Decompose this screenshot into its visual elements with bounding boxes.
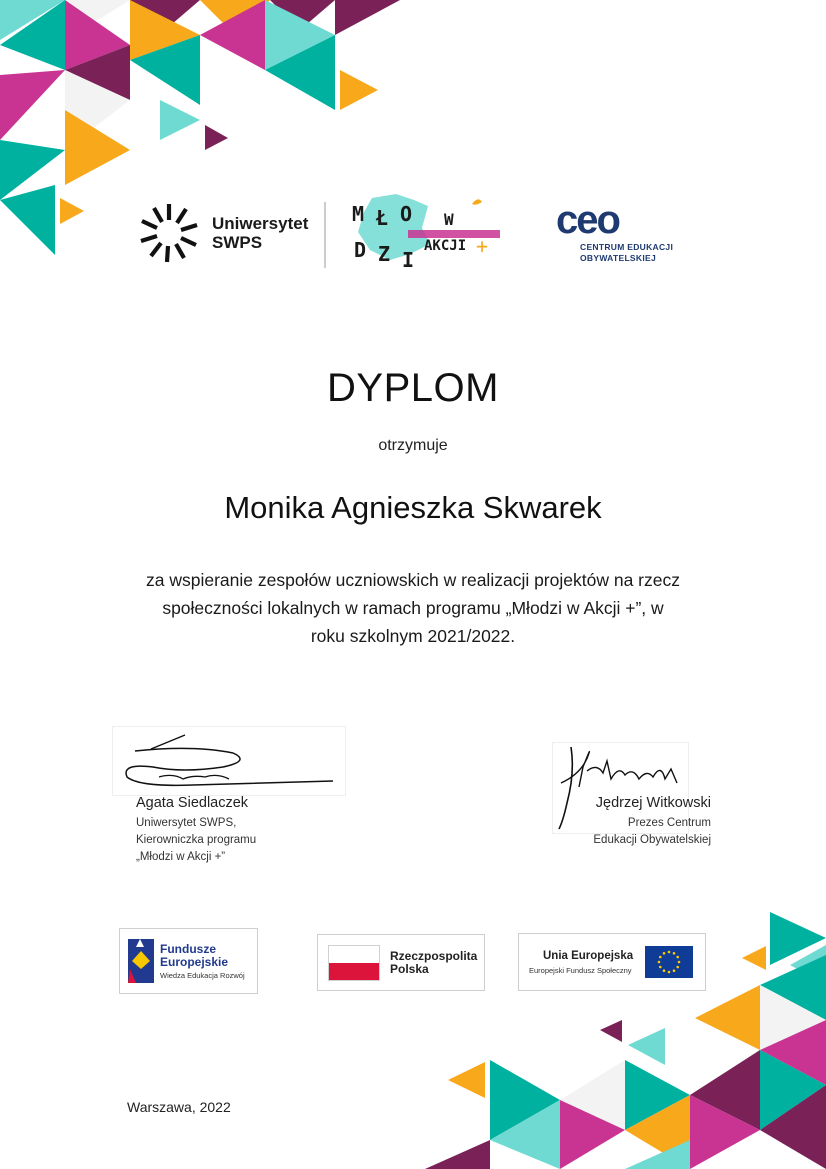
fe-subtitle: Wiedza Edukacja Rozwój [160, 971, 245, 980]
rp-line2: Polska [390, 962, 429, 976]
mlodzi-letter-d: D [354, 238, 367, 262]
logo-divider [324, 202, 326, 268]
description-line: społeczności lokalnych w ramach programu „Młodzi w Akcji +”, w [162, 598, 664, 618]
signer-right-name: Jędrzej Witkowski [595, 795, 711, 811]
fe-line2: Europejskie [160, 955, 229, 969]
ceo-logo [556, 200, 686, 266]
mlodzi-w-akcji-logo [340, 192, 505, 277]
description-line: za wspieranie zespołów uczniowskich w realizacji projektów na rzecz [146, 570, 680, 590]
rp-line1: Rzeczpospolita [390, 949, 478, 963]
fundusze-europejskie-logo [119, 928, 258, 994]
mlodzi-letter-l: Ł [376, 206, 389, 230]
fe-line1: Fundusze [160, 942, 216, 956]
mlodzi-letter-z: Z [378, 242, 391, 266]
swps-sunburst-icon [138, 202, 200, 264]
mlodzi-letter-i: I [402, 248, 415, 272]
signer-left-role [136, 815, 256, 866]
place-date: Warszawa, 2022 [127, 1099, 231, 1115]
ue-subtitle: Europejski Fundusz Społeczny [529, 966, 632, 975]
description-line: roku szkolnym 2021/2022. [310, 626, 516, 646]
mlodzi-letter-w: W [444, 210, 454, 229]
signer-right-role-line: Edukacji Obywatelskiej [593, 834, 711, 846]
ceo-sub-line1: CENTRUM EDUKACJI [580, 242, 674, 252]
signer-left-name: Agata Siedlaczek [136, 795, 249, 811]
unia-europejska-logo [518, 933, 706, 991]
swps-line1: Uniwersytet [212, 214, 309, 233]
fe-stars-icon [128, 939, 154, 983]
mlodzi-plus: + [476, 234, 489, 258]
ue-title: Unia Europejska [543, 950, 634, 962]
diploma-title: DYPLOM [327, 366, 499, 410]
swps-logo [138, 200, 314, 266]
signature-left [112, 726, 346, 796]
mlodzi-letter-o: O [400, 202, 413, 226]
signer-left-role-line: „Młodzi w Akcji +” [136, 851, 226, 863]
receives-label: otrzymuje [378, 437, 448, 454]
signature-left-scribble [113, 727, 345, 795]
mlodzi-letter-m: M [352, 202, 365, 226]
diploma-description [0, 566, 826, 650]
signer-left-role-line: Uniwersytet SWPS, [136, 817, 237, 829]
polish-flag-icon [328, 945, 380, 981]
ceo-sub-line2: OBYWATELSKIEJ [580, 253, 657, 263]
ceo-wordmark: ceo [556, 198, 619, 242]
signer-right-role [593, 815, 711, 849]
swps-line2: SWPS [212, 233, 263, 252]
rzeczpospolita-polska-logo [317, 934, 485, 991]
recipient-name: Monika Agnieszka Skwarek [224, 490, 602, 525]
mlodzi-akcji: AKCJI [424, 238, 467, 254]
signer-right-role-line: Prezes Centrum [627, 817, 711, 829]
eu-flag-icon [645, 946, 693, 978]
mlodzi-paint-splash-icon [350, 192, 500, 272]
signer-left-role-line: Kierowniczka programu [136, 834, 257, 846]
